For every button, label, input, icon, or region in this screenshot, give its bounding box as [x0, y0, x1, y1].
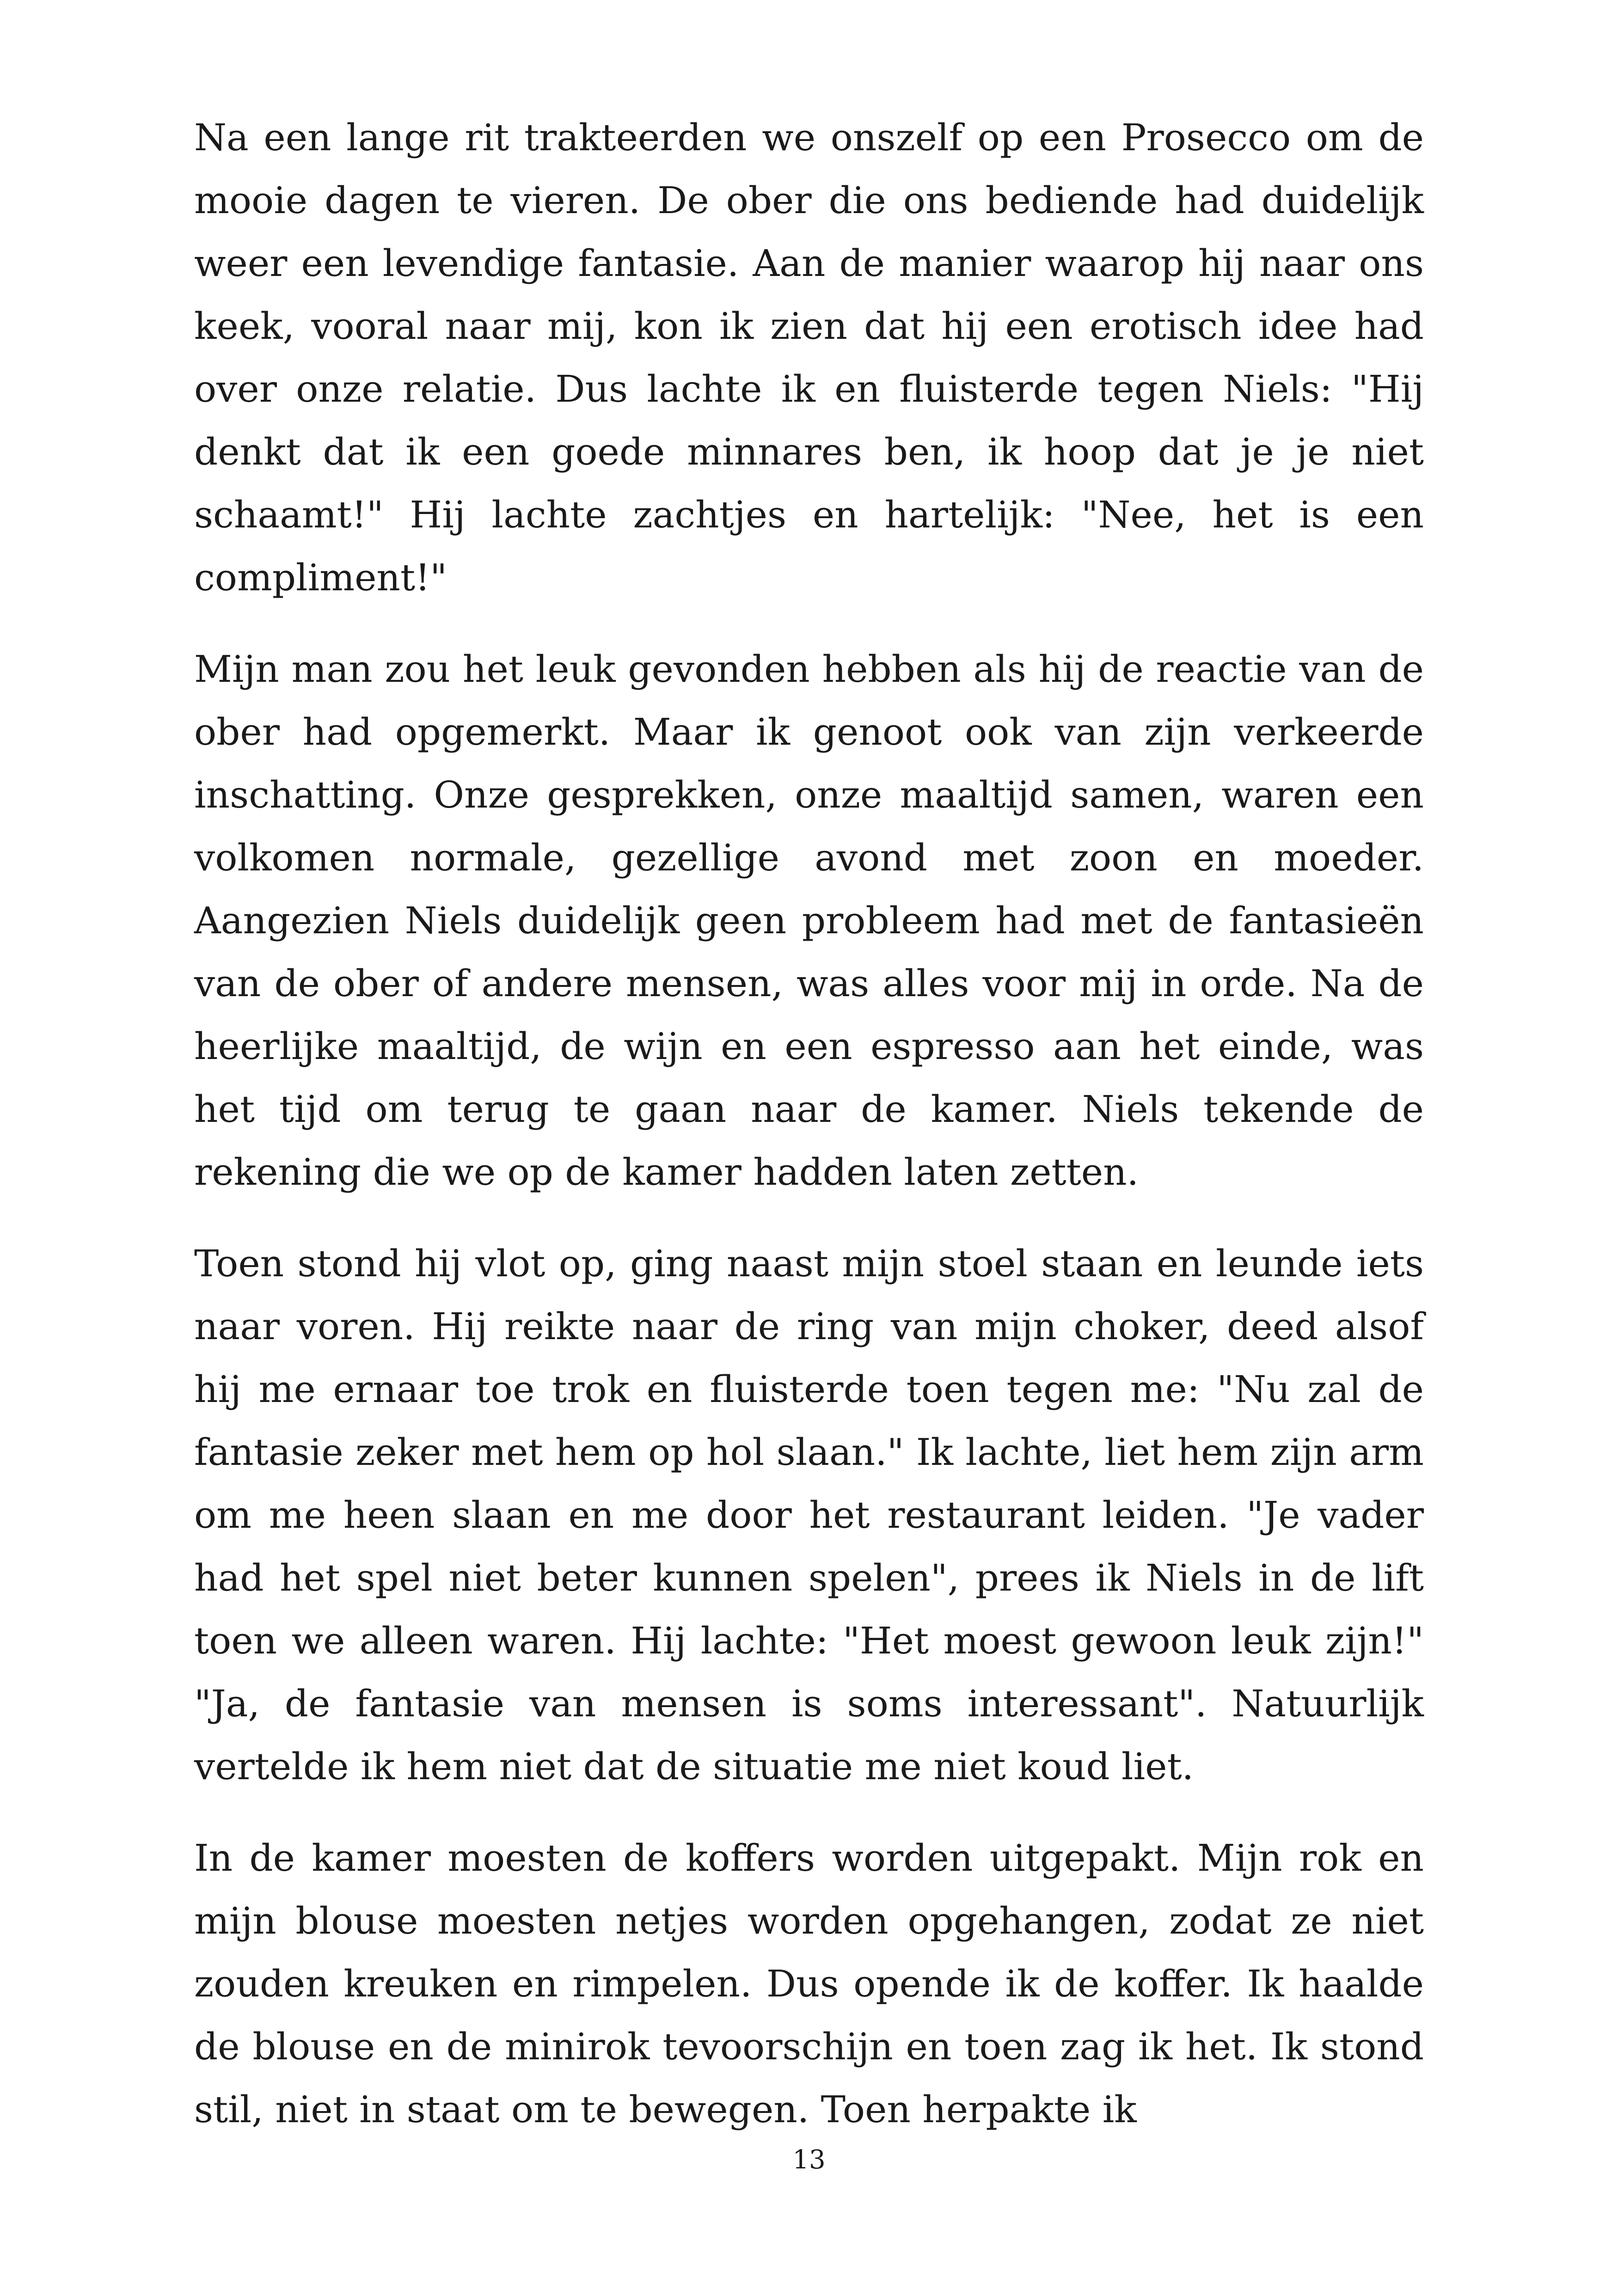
paragraph-4: In de kamer moesten de koffers worden uitgepakt. Mijn rok en mijn blouse moesten netjes worden opgehangen, zodat ze niet zouden kreuken en rimpelen. Dus opende ik de koffer. Ik haalde de blouse en de minirok tevoorschijn en toen zag ik het. Ik stond stil, niet in staat om te bewegen. Toen herpakte ik: [194, 1837, 1424, 2131]
paragraph-1: Na een lange rit trakteerden we onszelf op een Prosecco om de mooie dagen te vieren. De ober die ons bediende had duidelijk weer een levendige fantasie. Aan de manier waarop hij naar ons keek, vooral naar mij, kon ik zien dat hij een erotisch idee had over onze relatie. Dus lachte ik en fluisterde tegen Niels: "Hij denkt dat ik een goede minnares ben, ik hoop dat je je niet schaamt!" Hij lachte zachtjes en hartelijk: "Nee, het is een compliment!": [194, 116, 1424, 599]
body-text: [194, 106, 1424, 2170]
page-number: 13: [792, 2145, 826, 2175]
paragraph-3: Toen stond hij vlot op, ging naast mijn stoel staan en leunde iets naar voren. Hij reikte naar de ring van mijn choker, deed alsof hij me ernaar toe trok en fluisterde toen tegen me: "Nu zal de fantasie zeker met hem op hol slaan." Ik lachte, liet hem zijn arm om me heen slaan en me door het restaurant leiden. "Je vader had het spel niet beter kunnen spelen", prees ik Niels in de lift toen we alleen waren. Hij lachte: "Het moest gewoon leuk zijn!" "Ja, de fantasie van mensen is soms interessant". Natuurlijk vertelde ik hem niet dat de situatie me niet koud liet.: [194, 1242, 1424, 1788]
paragraph-2: Mijn man zou het leuk gevonden hebben als hij de reactie van de ober had opgemerkt. Maar ik genoot ook van zijn verkeerde inschatting. Onze gesprekken, onze maaltijd samen, waren een volkomen normale, gezellige avond met zoon en moeder. Aangezien Niels duidelijk geen probleem had met de fantasieën van de ober of andere mensen, was alles voor mij in orde. Na de heerlijke maaltijd, de wijn en een espresso aan het einde, was het tijd om terug te gaan naar de kamer. Niels tekende de rekening die we op de kamer hadden laten zetten.: [194, 648, 1424, 1194]
